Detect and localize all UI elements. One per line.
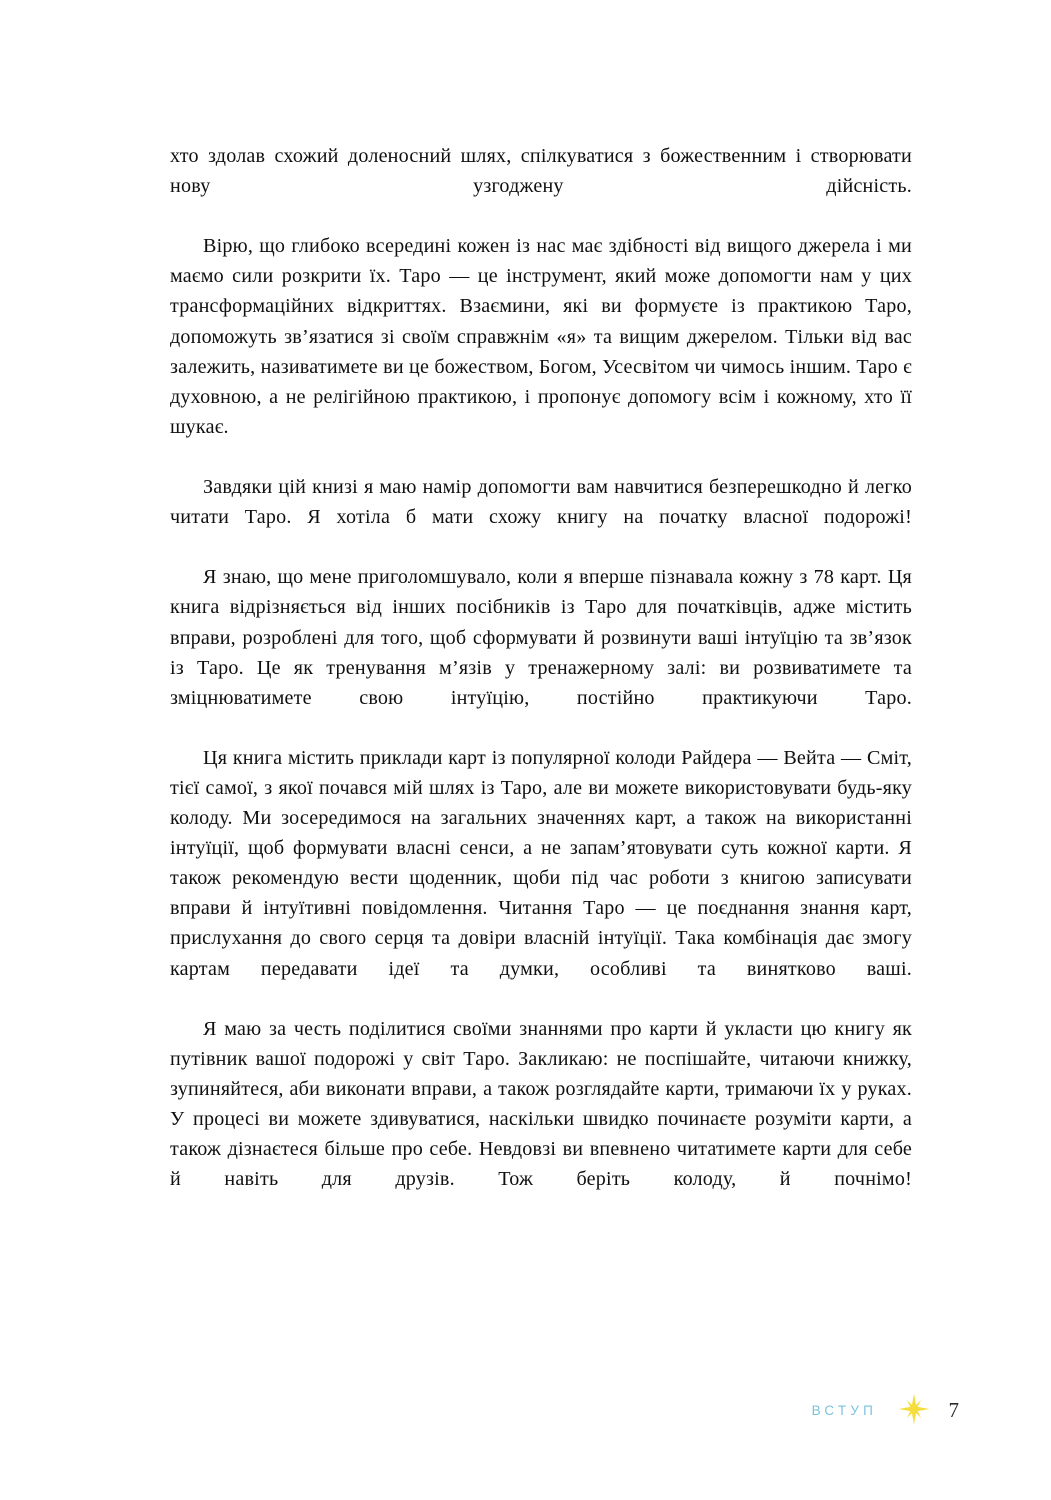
paragraph: Я знаю, що мене приголомшувало, коли я вперше пізнавала кожну з 78 карт. Ця книга відрізняється від інших посібників із Таро для початківців, адже містить вправи, розроблені для того, щоб сформувати й розвинути ваші інтуїцію та зв’язок із Таро. Це як тренування м’язів у тренажерному залі: ви розвиватимете та зміцнюватимете свою інтуїцію, постійно практикуючи Таро. (170, 566, 912, 709)
paragraph: хто здолав схожий доленосний шлях, спілкуватися з божественним і створювати нову узгоджену дійсність. (170, 145, 912, 198)
page-footer (0, 1392, 1051, 1432)
body-text-column (170, 141, 912, 1224)
paragraph: Ця книга містить приклади карт із популярної колоди Райдера — Вейта — Сміт, тієї самої, з якої почався мій шлях із Таро, але ви можете використовувати будь-яку колоду. Ми зосередимося на загальних значеннях карт, а також на використанні інтуїції, щоб формувати власні сенси, а не запам’ятовувати суть кожної карти. Я також рекомендую вести щоденник, щоби під час роботи з книгою записувати вправи й інтуїтивні повідомлення. Читання Таро — це поєднання знання карт, прислухання до свого серця та довіри власній інтуїції. Така комбінація дає змогу картам передавати ідеї та думки, особливі та винятково ваші. (170, 746, 912, 980)
paragraph: Завдяки цій книзі я маю намір допомогти вам навчитися безперешкодно й легко читати Таро. Я хотіла б мати схожу книгу на початку власної подорожі! (170, 476, 912, 529)
paragraph: Я маю за честь поділитися своїми знаннями про карти й укласти цю книгу як путівник вашої подорожі у світ Таро. Закликаю: не поспішайте, читаючи книжку, зупиняйтеся, аби виконати вправи, а також розглядайте карти, тримаючи їх у руках. У процесі ви можете здивуватися, наскільки швидко починаєте розуміти карти, а також дізнаєтеся більше про себе. Невдовзі ви впевнено читатимете карти для себе й навіть для друзів. Тож беріть колоду, й почнімо! (170, 1017, 912, 1191)
page-number: 7 (948, 1397, 959, 1422)
sparkle-star-icon (897, 1392, 931, 1426)
footer-content (812, 1392, 959, 1426)
paragraph: Вірю, що глибоко всередині кожен із нас має здібності від вищого джерела і ми маємо сили розкрити їх. Таро — це інструмент, який може допомогти нам у цих трансформаційних відкриттях. Взаємини, які ви формуєте із практикою Таро, допоможуть зв’язатися зі своїм справжнім «я» та вищим джерелом. Тільки від вас залежить, називатимете ви це божеством, Богом, Усесвітом чи чимось іншим. Таро є духовною, а не релігійною практикою, і пропонує допомогу всім і кожному, хто її шукає. (170, 235, 912, 438)
footer-section-label: ВСТУП (811, 1402, 877, 1418)
